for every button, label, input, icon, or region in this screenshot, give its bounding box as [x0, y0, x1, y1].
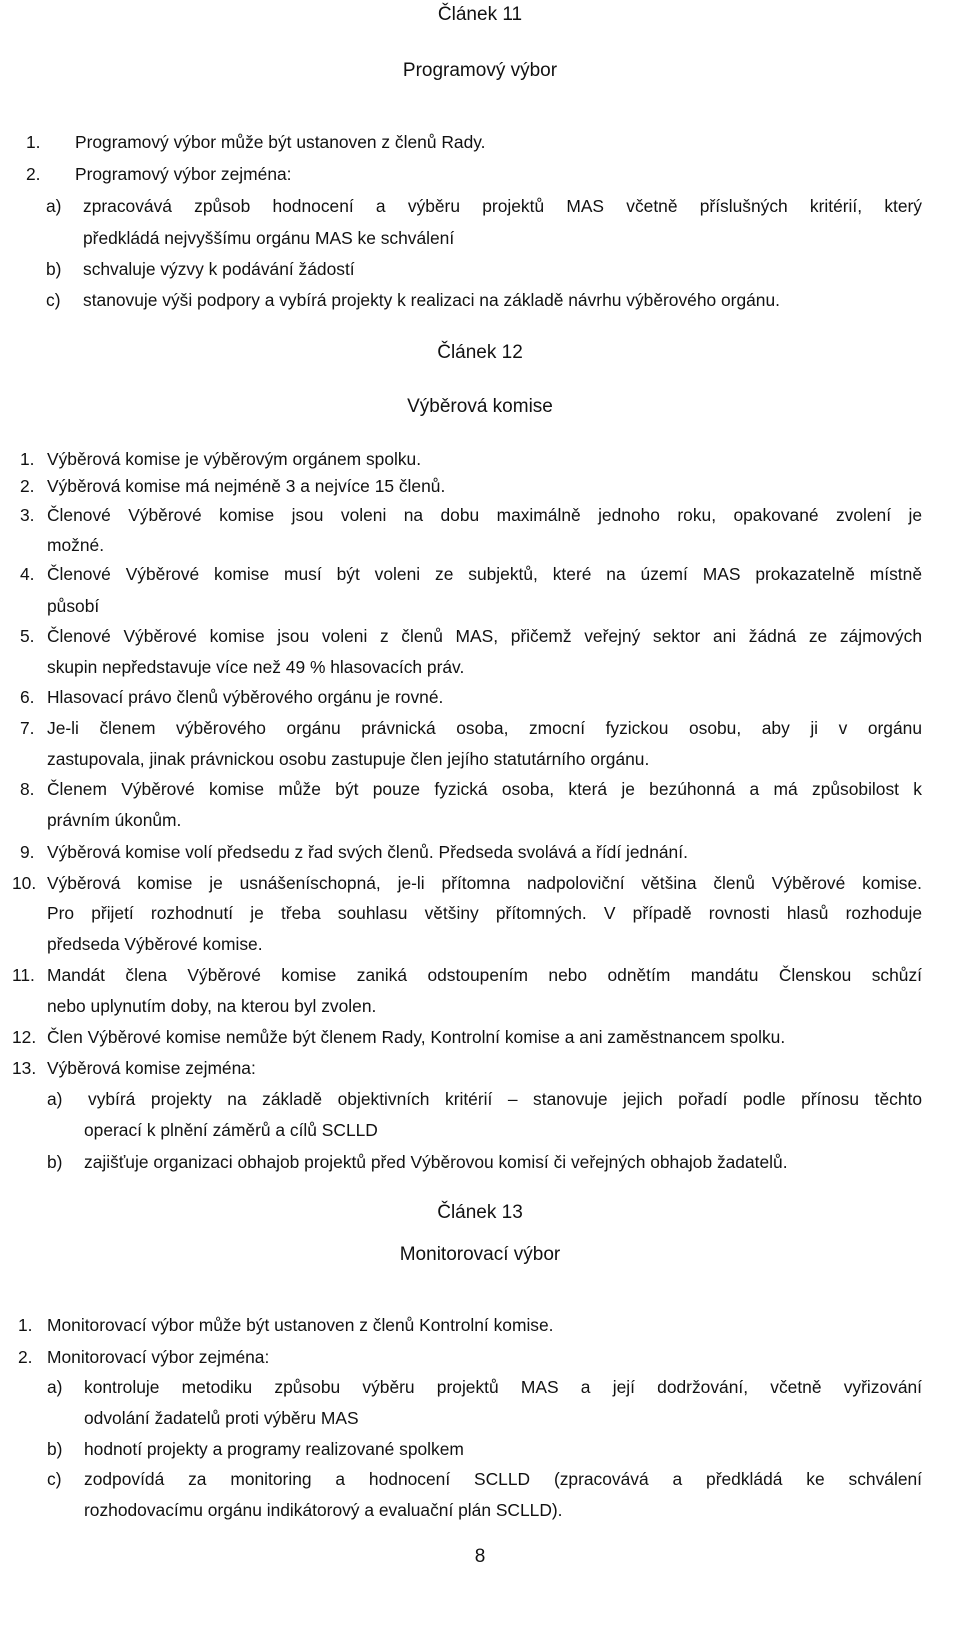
list-item-text: Členové Výběrové komise musí být voleni ze subjektů, které na území MAS prokazatelně místně [47, 564, 922, 584]
sub-item-text: schvaluje výzvy k podávání žádostí [83, 259, 355, 279]
list-item-text: Výběrová komise má nejméně 3 a nejvíce 15 členů. [47, 476, 446, 496]
page-number: 8 [474, 1546, 486, 1567]
list-number: 9. [20, 842, 35, 862]
list-item-text: Je-li členem výběrového orgánu právnická osoba, zmocní fyzickou osobu, aby ji v orgánu [47, 718, 922, 738]
sub-item-text: stanovuje výši podpory a vybírá projekty k realizaci na základě návrhu výběrového orgánu. [83, 290, 780, 310]
sub-item-text: zajišťuje organizaci obhajob projektů před Výběrovou komisí či veřejných obhajob žadatelů. [84, 1152, 788, 1172]
list-number: 2. [18, 1347, 33, 1367]
sub-item-text-cont: odvolání žadatelů proti výběru MAS [84, 1408, 359, 1428]
list-number: 3. [20, 505, 35, 525]
sub-item-text-cont: rozhodovacímu orgánu indikátorový a evaluační plán SCLLD). [84, 1500, 563, 1520]
list-number: 11. [12, 965, 35, 985]
list-number: 10. [12, 873, 37, 893]
article-13-title: Monitorovací výbor [399, 1244, 561, 1265]
list-item-text: Programový výbor zejména: [75, 164, 292, 184]
sub-item-text-cont: předkládá nejvyššímu orgánu MAS ke schválení [83, 228, 455, 248]
list-item-text: Výběrová komise zejména: [47, 1058, 256, 1078]
sub-item-text: kontroluje metodiku způsobu výběru projektů MAS a její dodržování, včetně vyřizování [84, 1377, 922, 1397]
list-item-text: Výběrová komise je usnášeníschopná, je-li přítomna nadpoloviční většina členů Výběrové komise. [47, 873, 922, 893]
list-number: 1. [26, 132, 41, 152]
sub-letter: b) [46, 259, 62, 279]
list-item-text-cont: působí [47, 596, 100, 616]
article-11-title: Programový výbor [402, 60, 558, 81]
list-number: 1. [20, 449, 35, 469]
list-number: 5. [20, 626, 35, 646]
article-12-title: Výběrová komise [407, 396, 553, 417]
article-13-heading: Článek 13 [437, 1202, 523, 1223]
sub-letter: a) [47, 1089, 63, 1109]
list-number: 2. [20, 476, 35, 496]
list-item-text-cont: právním úkonům. [47, 810, 182, 830]
list-number: 1. [18, 1315, 33, 1335]
list-item-text: Monitorovací výbor zejména: [47, 1347, 270, 1367]
list-item-text-cont: možné. [47, 535, 105, 555]
list-item-text-cont: předseda Výběrové komise. [47, 934, 263, 954]
list-item-text: Členem Výběrové komise může být pouze fyzická osoba, která je bezúhonná a má způsobilost k [47, 779, 922, 799]
list-item-text-cont: Pro přijetí rozhodnutí je třeba souhlasu většiny přítomných. V případě rovnosti hlasů rozhoduje [47, 903, 922, 923]
list-number: 6. [20, 687, 35, 707]
article-12-heading: Článek 12 [437, 342, 523, 363]
list-item-text: Programový výbor může být ustanoven z členů Rady. [75, 132, 486, 152]
sub-item-text: zpracovává způsob hodnocení a výběru projektů MAS včetně příslušných kritérií, který [83, 196, 922, 216]
sub-letter: a) [46, 196, 62, 216]
sub-letter: b) [47, 1439, 63, 1459]
sub-item-text-cont: operací k plnění záměrů a cílů SCLLD [84, 1120, 378, 1140]
list-item-text: Výběrová komise je výběrovým orgánem spolku. [47, 449, 422, 469]
list-item-text-cont: nebo uplynutím doby, na kterou byl zvolen. [47, 996, 377, 1016]
sub-letter: a) [47, 1377, 63, 1397]
list-item-text: Monitorovací výbor může být ustanoven z členů Kontrolní komise. [47, 1315, 554, 1335]
list-number: 8. [20, 779, 35, 799]
list-item-text: Výběrová komise volí předsedu z řad svých členů. Předseda svolává a řídí jednání. [47, 842, 688, 862]
sub-item-text: zodpovídá za monitoring a hodnocení SCLLD (zpracovává a předkládá ke schválení [84, 1469, 922, 1489]
sub-letter: b) [47, 1152, 63, 1172]
list-item-text-cont: skupin nepředstavuje více než 49 % hlasovacích práv. [47, 657, 465, 677]
list-number: 7. [20, 718, 35, 738]
list-item-text: Členové Výběrové komise jsou voleni z členů MAS, přičemž veřejný sektor ani žádná ze zájmových [47, 626, 922, 646]
list-number: 4. [20, 564, 35, 584]
list-item-text: Hlasovací právo členů výběrového orgánu je rovné. [47, 687, 444, 707]
article-11-heading: Článek 11 [437, 4, 523, 25]
sub-letter: c) [47, 1469, 62, 1489]
list-number: 13. [12, 1058, 37, 1078]
list-number: 2. [26, 164, 41, 184]
list-item-text: Členové Výběrové komise jsou voleni na dobu maximálně jednoho roku, opakované zvolení je [47, 505, 922, 525]
sub-item-text: vybírá projekty na základě objektivních kritérií – stanovuje jejich pořadí podle přínosu těchto [88, 1089, 922, 1109]
sub-letter: c) [46, 290, 61, 310]
list-item-text-cont: zastupovala, jinak právnickou osobu zastupuje člen jejího statutárního orgánu. [47, 749, 650, 769]
sub-item-text: hodnotí projekty a programy realizované spolkem [84, 1439, 464, 1459]
list-number: 12. [12, 1027, 37, 1047]
list-item-text: Mandát člena Výběrové komise zaniká odstoupením nebo odnětím mandátu Členskou schůzí [47, 965, 922, 985]
list-item-text: Člen Výběrové komise nemůže být členem Rady, Kontrolní komise a ani zaměstnancem spolku. [47, 1027, 786, 1047]
